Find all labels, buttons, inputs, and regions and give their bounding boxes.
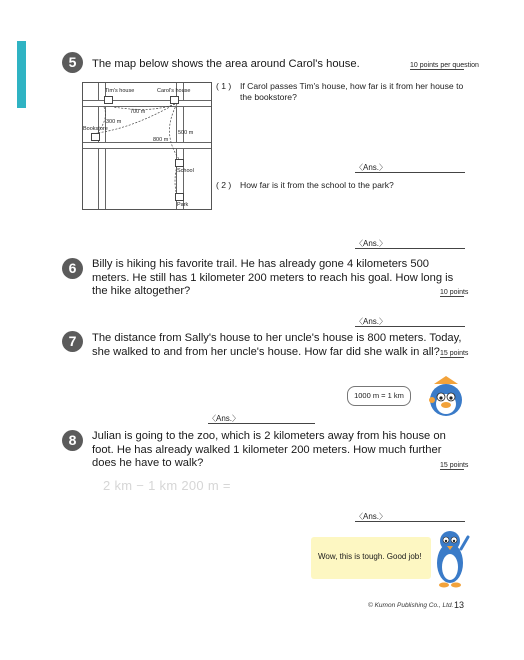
area-map <box>82 82 212 210</box>
question-6-points: 10 points <box>440 289 469 296</box>
q5-sub2-text: How far is it from the school to the park? <box>240 180 394 190</box>
q5-sub2-number: ( 2 ) <box>216 180 232 190</box>
penguin-mascot-icon <box>420 374 468 418</box>
tims-house-label: Tim's house <box>105 88 135 94</box>
q5-sub1-number: ( 1 ) <box>216 81 232 91</box>
q7-answer-line[interactable] <box>208 423 315 424</box>
distance-800: 800 m <box>153 137 169 143</box>
q5-sub1-answer-line[interactable] <box>355 172 465 173</box>
tims-house-marker <box>104 96 113 104</box>
question-number-5: 5 <box>62 52 83 73</box>
map-routes <box>83 83 211 209</box>
question-6-text: Billy is hiking his favorite trail. He has already gone 4 kilometers 500 meters. He still has 1 kilometer 200 meters to reach his goal. How long is the hike altogether? <box>92 258 454 298</box>
q8-answer-line[interactable] <box>355 521 465 522</box>
q5-sub1-answer-label: 〈Ans.〉 <box>355 163 388 172</box>
park-marker <box>175 193 184 201</box>
question-7-text: The distance from Sally's house to her uncle's house is 800 meters. Today, she walked to and from her uncle's house. How far did she walk in all? <box>92 332 462 358</box>
question-7-points: 15 points <box>440 350 469 357</box>
carols-house-marker <box>170 96 179 104</box>
q7-answer-label: 〈Ans.〉 <box>208 414 241 423</box>
question-8-text: Julian is going to the zoo, which is 2 kilometers away from his house on foot. He has already walked 1 kilometer 200 meters. How much further does he have to walk? <box>92 430 446 470</box>
question-5-text: The map below shows the area around Carol's house. <box>92 58 360 70</box>
question-number-8: 8 <box>62 430 83 451</box>
park-label: Park <box>177 202 189 208</box>
encouragement-text: Wow, this is tough. Good job! <box>318 552 422 561</box>
bookstore-marker <box>91 133 100 141</box>
q8-answer-label: 〈Ans.〉 <box>355 512 388 521</box>
question-number-7: 7 <box>62 331 83 352</box>
question-number-6: 6 <box>62 258 83 279</box>
q6-answer-line[interactable] <box>355 326 465 327</box>
question-5-points: 10 points per question <box>410 62 479 69</box>
hint-text: 1000 m = 1 km <box>354 391 404 400</box>
penguin-character-icon <box>430 527 470 589</box>
q5-sub2-answer-label: 〈Ans.〉 <box>355 239 388 248</box>
hint-speech-bubble <box>347 386 411 406</box>
q5-sub2-answer-line[interactable] <box>355 248 465 249</box>
encouragement-box <box>311 537 431 579</box>
school-label: School <box>177 168 194 174</box>
section-accent-bar <box>17 41 26 108</box>
distance-500: 500 m <box>178 130 194 136</box>
q5-sub1-text: If Carol passes Tim's house, how far is it from her house to the bookstore? <box>240 81 464 102</box>
distance-700: 700 m <box>130 109 146 115</box>
q8-faint-expression: 2 km − 1 km 200 m = <box>103 478 231 493</box>
school-marker <box>175 159 184 167</box>
distance-300: 300 m <box>106 119 122 125</box>
bookstore-label: Bookstore <box>83 126 108 132</box>
question-8-points: 15 points <box>440 462 469 469</box>
copyright: © Kumon Publishing Co., Ltd. <box>368 602 454 609</box>
page-number: 13 <box>454 600 465 610</box>
q6-answer-label: 〈Ans.〉 <box>355 317 388 326</box>
carols-house-label: Carol's house <box>157 88 191 94</box>
